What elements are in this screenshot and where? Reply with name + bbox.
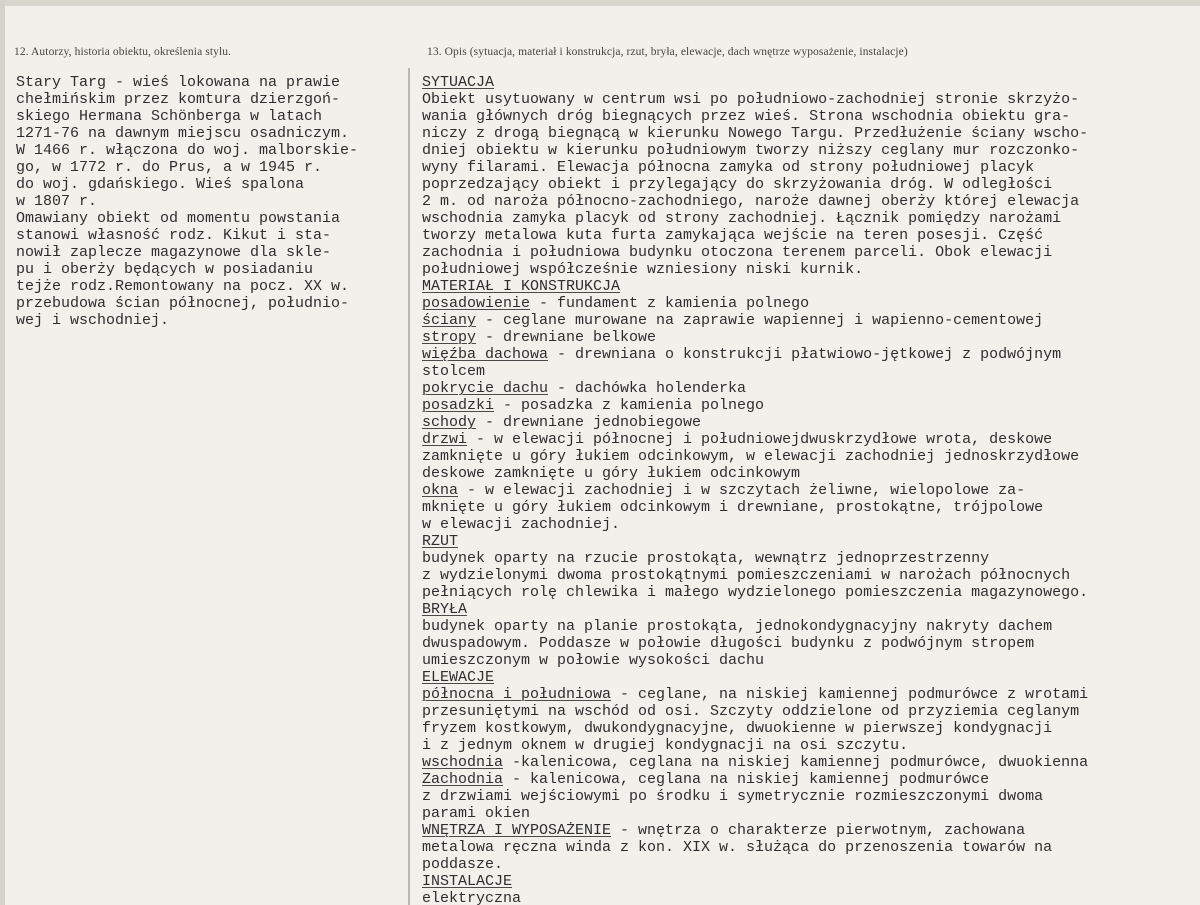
line-text: - drewniana o konstrukcji płatwiowo-jętkowej z podwójnym	[548, 346, 1062, 363]
description-line	[422, 550, 1197, 567]
line-text: poprzedzający obiekt i przylegający do skrzyżowania dróg. W odległości	[422, 176, 1053, 193]
line-text: południowej współcześnie wzniesiony niski kurnik.	[422, 261, 864, 278]
line-text: tworzy metalowa kuta furta zamykająca wejście na teren posesji. Część	[422, 227, 1044, 244]
history-text	[16, 74, 402, 329]
description-line	[422, 363, 1197, 380]
description-line	[422, 227, 1197, 244]
history-line: w 1807 r.	[16, 193, 98, 210]
section-heading: SYTUACJA	[422, 74, 495, 91]
line-text: -kalenicowa, ceglana na niskiej kamiennej podmurówce, dwuokienna	[503, 754, 1089, 771]
description-line	[422, 533, 1197, 550]
section-heading: posadzki	[422, 397, 495, 414]
line-text: w elewacji zachodniej.	[422, 516, 621, 533]
section-heading: ELEWACJE	[422, 669, 495, 686]
description-line	[422, 176, 1197, 193]
description-line	[422, 261, 1197, 278]
description-line	[422, 771, 1197, 788]
history-line: wej i wschodniej.	[16, 312, 170, 329]
line-text: Obiekt usytuowany w centrum wsi po południowo-zachodniej stronie skrzyżo-	[422, 91, 1080, 108]
right-column-header: 13. Opis (sytuacja, materiał i konstrukcja, rzut, bryła, elewacje, dach wnętrze wyposażenie, instalacje)	[427, 46, 908, 58]
line-text: dniej obiektu w kierunku południowym tworzy niższy ceglany mur rozczonko-	[422, 142, 1080, 159]
description-line	[422, 754, 1197, 771]
description-line	[422, 414, 1197, 431]
line-text: parami okien	[422, 805, 531, 822]
line-text: niczy z drogą biegnącą w kierunku Nowego Targu. Przedłużenie ściany wscho-	[422, 125, 1089, 142]
section-heading: posadowienie	[422, 295, 531, 312]
description-line	[422, 890, 1197, 905]
description-line	[422, 193, 1197, 210]
section-heading: Zachodnia	[422, 771, 504, 788]
description-line	[422, 108, 1197, 125]
description-line	[422, 397, 1197, 414]
description-line	[422, 312, 1197, 329]
section-heading: BRYŁA	[422, 601, 468, 618]
line-text: wschodnia zamyka placyk od strony zachodniej. Łącznik pomiędzy narożami	[422, 210, 1062, 227]
line-text: mknięte u góry łukiem odcinkowym i drewniane, prostokątne, trójpolowe	[422, 499, 1044, 516]
description-line	[422, 618, 1197, 635]
section-heading: północna i południowa	[422, 686, 612, 703]
description-line	[422, 380, 1197, 397]
description-line	[422, 210, 1197, 227]
line-text: - wnętrza o charakterze pierwotnym, zachowana	[611, 822, 1026, 839]
description-line	[422, 244, 1197, 261]
history-line: skiego Hermana Schönberga w latach	[16, 108, 323, 125]
section-heading: pokrycie dachu	[422, 380, 549, 397]
line-text: - kalenicowa, ceglana na niskiej kamiennej podmurówce	[503, 771, 990, 788]
line-text: - ceglane, na niskiej kamiennej podmurówce z wrotami	[611, 686, 1089, 703]
description-line	[422, 822, 1197, 839]
history-line: Omawiany obiekt od momentu powstania	[16, 210, 341, 227]
line-text: wania głównych dróg biegnących przez wieś. Strona wschodnia obiektu gra-	[422, 108, 1071, 125]
history-line: do woj. gdańskiego. Wieś spalona	[16, 176, 305, 193]
line-text: fryzem kostkowym, dwukondygnacyjne, dwuokienne w pierwszej kondygnacji	[422, 720, 1053, 737]
scan-edge-top	[0, 0, 1200, 6]
line-text: zamknięte u góry łukiem odcinkowym, w elewacji zachodniej jednoskrzydłowe	[422, 448, 1080, 465]
description-line	[422, 720, 1197, 737]
description-line	[422, 448, 1197, 465]
history-line: stanowi własność rodz. Kikut i sta-	[16, 227, 332, 244]
line-text: zachodnia i południowa budynku otoczona terenem parceli. Obok elewacji	[422, 244, 1053, 261]
description-line	[422, 567, 1197, 584]
history-line: nowił zaplecze magazynowe dla skle-	[16, 244, 332, 261]
line-text: z drzwiami wejściowymi po środku i symetrycznie rozmieszczonymi dwoma	[422, 788, 1044, 805]
description-line	[422, 805, 1197, 822]
description-line	[422, 652, 1197, 669]
left-column-header: 12. Autorzy, historia obiektu, określenia stylu.	[14, 46, 232, 58]
line-text: - drewniane jednobiegowe	[476, 414, 702, 431]
history-line: chełmińskim przez komtura dzierzgoń-	[16, 91, 341, 108]
scan-edge-left	[0, 0, 5, 905]
description-line	[422, 346, 1197, 363]
section-heading: MATERIAŁ I KONSTRUKCJA	[422, 278, 621, 295]
line-text: stolcem	[422, 363, 486, 380]
section-heading: drzwi	[422, 431, 468, 448]
line-text: - posadzka z kamienia polnego	[494, 397, 765, 414]
description-line	[422, 431, 1197, 448]
line-text: budynek oparty na planie prostokąta, jednokondygnacyjny nakryty dachem	[422, 618, 1053, 635]
line-text: i z jednym oknem w drugiej kondygnacji na osi szczytu.	[422, 737, 909, 754]
line-text: umieszczonym w połowie wysokości dachu	[422, 652, 765, 669]
description-line	[422, 686, 1197, 703]
description-line	[422, 703, 1197, 720]
description-line	[422, 788, 1197, 805]
section-heading: okna	[422, 482, 459, 499]
description-line	[422, 737, 1197, 754]
section-heading: RZUT	[422, 533, 459, 550]
column-divider	[408, 68, 410, 905]
line-text: z wydzielonymi dwoma prostokątnymi pomieszczeniami w narożach północnych	[422, 567, 1071, 584]
line-text: - fundament z kamienia polnego	[530, 295, 810, 312]
line-text: 2 m. od naroża północno-zachodniego, naroże dawnej oberży której elewacja	[422, 193, 1080, 210]
history-line: go, w 1772 r. do Prus, a w 1945 r.	[16, 159, 323, 176]
description-line	[422, 635, 1197, 652]
section-heading: stropy	[422, 329, 477, 346]
description-line	[422, 278, 1197, 295]
description-text	[422, 74, 1197, 905]
line-text: poddasze.	[422, 856, 504, 873]
description-line	[422, 142, 1197, 159]
description-line	[422, 856, 1197, 873]
description-line	[422, 329, 1197, 346]
description-line	[422, 159, 1197, 176]
line-text: elektryczna	[422, 890, 522, 905]
description-line	[422, 74, 1197, 91]
history-line: przebudowa ścian północnej, południo-	[16, 295, 350, 312]
line-text: - dachówka holenderka	[548, 380, 747, 397]
description-line	[422, 839, 1197, 856]
line-text: budynek oparty na rzucie prostokąta, wewnątrz jednoprzestrzenny	[422, 550, 990, 567]
description-line	[422, 516, 1197, 533]
section-heading: wschodnia	[422, 754, 504, 771]
section-heading: INSTALACJE	[422, 873, 513, 890]
history-line: 1271-76 na dawnym miejscu osadniczym.	[16, 125, 350, 142]
line-text: - drewniane belkowe	[476, 329, 657, 346]
section-heading: ściany	[422, 312, 477, 329]
section-heading: więźba dachowa	[422, 346, 549, 363]
line-text: dwuspadowym. Poddasze w połowie długości budynku z podwójnym stropem	[422, 635, 1035, 652]
line-text: pełniących rolę chlewika i małego wydzielonego pomieszczenia magazynowego.	[422, 584, 1089, 601]
description-line	[422, 91, 1197, 108]
section-heading: schody	[422, 414, 477, 431]
description-line	[422, 584, 1197, 601]
line-text: przesuniętymi na wschód od osi. Szczyty oddzielone od przyziemia ceglanym	[422, 703, 1080, 720]
line-text: - ceglane murowane na zaprawie wapiennej i wapienno-cementowej	[476, 312, 1044, 329]
description-line	[422, 125, 1197, 142]
description-line	[422, 482, 1197, 499]
description-line	[422, 499, 1197, 516]
history-line: W 1466 r. włączona do woj. malborskie-	[16, 142, 359, 159]
line-text: wyny filarami. Elewacja północna zamyka od strony południowej placyk	[422, 159, 1035, 176]
description-line	[422, 295, 1197, 312]
description-line	[422, 465, 1197, 482]
history-line: Stary Targ - wieś lokowana na prawie	[16, 74, 341, 91]
history-line: pu i oberży będących w posiadaniu	[16, 261, 314, 278]
section-heading: WNĘTRZA I WYPOSAŻENIE	[422, 822, 612, 839]
line-text: - w elewacji północnej i południowejdwuskrzydłowe wrota, deskowe	[467, 431, 1053, 448]
line-text: deskowe zamknięte u góry łukiem odcinkowym	[422, 465, 801, 482]
description-line	[422, 601, 1197, 618]
history-line: tejże rodz.Remontowany na pocz. XX w.	[16, 278, 350, 295]
description-line	[422, 873, 1197, 890]
line-text: metalowa ręczna winda z kon. XIX w. służąca do przenoszenia towarów na	[422, 839, 1053, 856]
description-line	[422, 669, 1197, 686]
line-text: - w elewacji zachodniej i w szczytach żeliwne, wielopolowe za-	[458, 482, 1026, 499]
